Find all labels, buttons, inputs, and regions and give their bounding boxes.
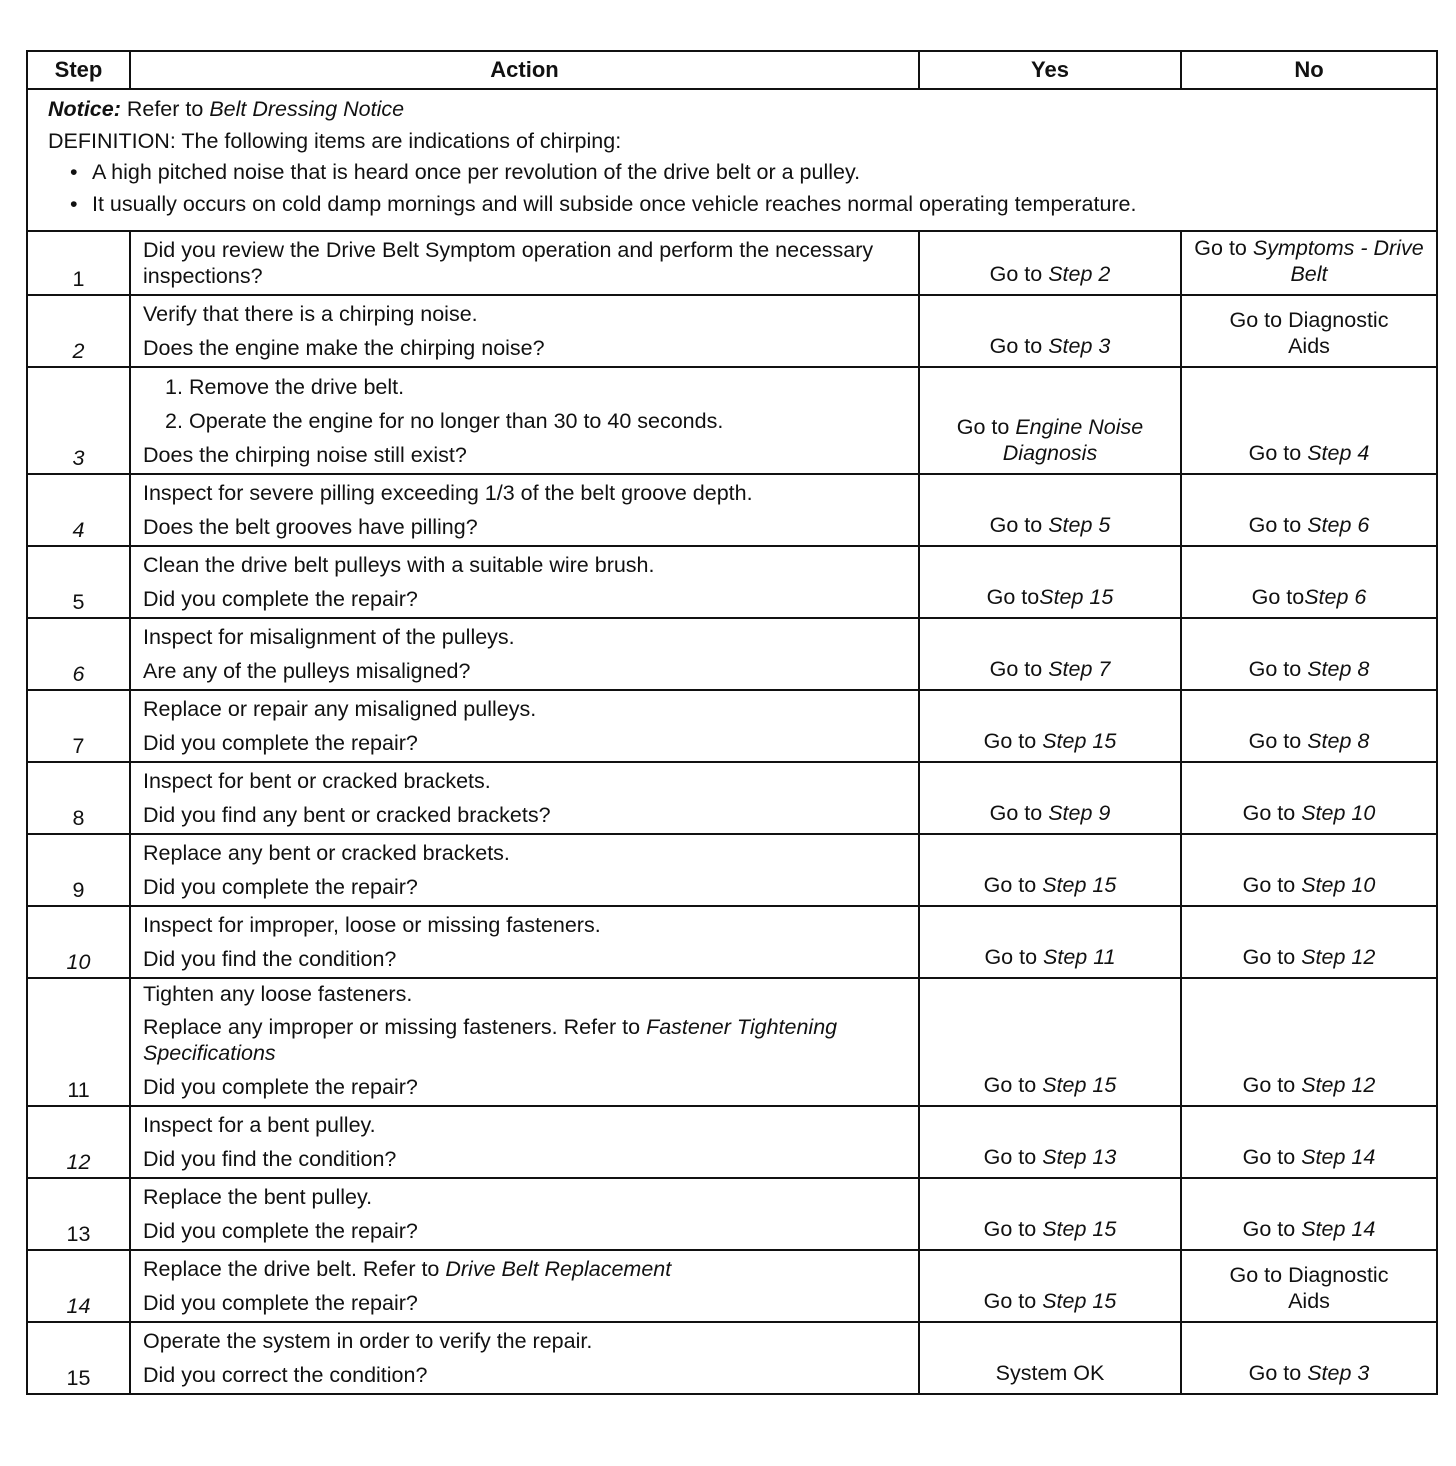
list-text: Remove the drive belt. xyxy=(189,375,405,400)
yes-step-ref: Step 11 xyxy=(1043,944,1116,969)
no-cell xyxy=(1181,618,1437,690)
yes-step-ref: Step 5 xyxy=(1048,512,1111,537)
no-step-ref: Step 8 xyxy=(1307,656,1370,681)
yes-cell xyxy=(919,474,1181,546)
step-number: 4 xyxy=(27,474,130,546)
yes-cell xyxy=(919,1178,1181,1250)
action-question: Did you find the condition? xyxy=(143,1146,397,1171)
no-cell xyxy=(1181,474,1437,546)
step-row-1 xyxy=(27,231,1437,295)
step-row-3 xyxy=(27,367,1437,474)
list-number: 1. xyxy=(165,375,183,400)
no-cell xyxy=(1181,546,1437,618)
step-action xyxy=(130,231,919,295)
list-item xyxy=(143,375,910,401)
no-prefix: Go to xyxy=(1194,236,1253,260)
yes-prefix: Go to xyxy=(983,1144,1043,1169)
no-prefix: Go to xyxy=(1242,872,1302,897)
no-step-ref: Step 6 xyxy=(1304,584,1367,609)
step-row-13 xyxy=(27,1178,1437,1250)
yes-prefix: Go to xyxy=(984,944,1044,969)
yes-prefix: Go to xyxy=(989,656,1049,681)
step-row-2 xyxy=(27,295,1437,367)
yes-cell xyxy=(919,546,1181,618)
no-step-ref: Step 8 xyxy=(1307,728,1370,753)
yes-step-ref: Step 15 xyxy=(1042,1072,1117,1097)
step-action xyxy=(130,834,919,906)
action-text: Replace or repair any misaligned pulleys. xyxy=(143,697,537,721)
step-number: 6 xyxy=(27,618,130,690)
step-action xyxy=(130,690,919,762)
yes-cell: System OK xyxy=(919,1322,1181,1394)
header-step: Step xyxy=(27,51,130,89)
notice-line xyxy=(48,97,1428,123)
yes-prefix: Go to xyxy=(983,1072,1043,1097)
step-number: 15 xyxy=(27,1322,130,1394)
action-text-prefix: Replace any improper or missing fasteners. Refer to xyxy=(143,1015,647,1040)
no-prefix: Go to xyxy=(1248,1360,1308,1385)
yes-cell xyxy=(919,906,1181,978)
action-question: Did you complete the repair? xyxy=(143,730,418,755)
step-row-4 xyxy=(27,474,1437,546)
step-row-10 xyxy=(27,906,1437,978)
no-cell xyxy=(1181,762,1437,834)
yes-prefix: Go to xyxy=(989,800,1049,825)
no-step-ref: Step 12 xyxy=(1301,944,1376,969)
action-text xyxy=(143,1257,910,1283)
no-prefix: Go to xyxy=(1248,656,1308,681)
no-prefix: Go to xyxy=(1242,800,1302,825)
step-number: 8 xyxy=(27,762,130,834)
yes-prefix: Go to xyxy=(989,261,1049,286)
no-step-ref: Step 12 xyxy=(1301,1072,1376,1097)
step-action xyxy=(130,474,919,546)
yes-cell xyxy=(919,618,1181,690)
no-cell xyxy=(1181,1178,1437,1250)
yes-cell xyxy=(919,762,1181,834)
no-prefix: Go to xyxy=(1242,1144,1302,1169)
yes-prefix: Go to xyxy=(983,1288,1043,1313)
step-number: 9 xyxy=(27,834,130,906)
no-step-ref: Step 10 xyxy=(1301,800,1376,825)
no-step-ref: Step 10 xyxy=(1301,872,1376,897)
step-action xyxy=(130,295,919,367)
action-text: Inspect for severe pilling exceeding 1/3 of the belt groove depth. xyxy=(143,481,753,505)
step-row-15 xyxy=(27,1322,1437,1394)
yes-step-ref: Step 13 xyxy=(1042,1144,1117,1169)
header-no: No xyxy=(1181,51,1437,89)
yes-prefix: Go to xyxy=(983,872,1043,897)
yes-cell xyxy=(919,978,1181,1106)
yes-prefix: Go to xyxy=(986,584,1040,609)
no-cell xyxy=(1181,231,1437,295)
action-question: Did you complete the repair? xyxy=(143,1290,418,1315)
action-text: Replace any bent or cracked brackets. xyxy=(143,841,510,865)
action-text: Clean the drive belt pulleys with a suitable wire brush. xyxy=(143,553,655,577)
yes-step-ref: Step 3 xyxy=(1048,333,1111,358)
no-cell xyxy=(1181,1106,1437,1178)
yes-cell xyxy=(919,231,1181,295)
list-text: Operate the engine for no longer than 30 to 40 seconds. xyxy=(189,409,724,433)
action-list xyxy=(143,375,910,435)
action-text-prefix: Replace the drive belt. Refer to xyxy=(143,1257,446,1282)
no-step-ref: Step 14 xyxy=(1301,1216,1376,1241)
no-cell xyxy=(1181,906,1437,978)
action-question: Did you complete the repair? xyxy=(143,1218,418,1243)
no-step-ref: Step 3 xyxy=(1307,1360,1370,1385)
header-row xyxy=(27,51,1437,89)
action-question: Does the chirping noise still exist? xyxy=(143,442,467,467)
yes-cell xyxy=(919,367,1181,474)
notice-cell xyxy=(27,89,1437,231)
notice-row xyxy=(27,89,1437,231)
step-number: 14 xyxy=(27,1250,130,1322)
action-text xyxy=(143,1015,910,1067)
action-text: Tighten any loose fasteners. xyxy=(143,981,413,1006)
bullet-text: A high pitched noise that is heard once per revolution of the drive belt or a pulley. xyxy=(92,160,861,185)
action-question: Does the engine make the chirping noise? xyxy=(143,335,545,360)
step-number: 2 xyxy=(27,295,130,367)
action-text: Inspect for a bent pulley. xyxy=(143,1113,376,1138)
no-cell xyxy=(1181,1322,1437,1394)
yes-cell xyxy=(919,690,1181,762)
no-step-ref: Symptoms - Drive Belt xyxy=(1252,236,1424,286)
action-question: Did you find any bent or cracked brackets? xyxy=(143,802,551,827)
step-number: 12 xyxy=(27,1106,130,1178)
yes-step-ref: Step 15 xyxy=(1042,728,1117,753)
action-question: Are any of the pulleys misaligned? xyxy=(143,658,471,683)
notice-link: Belt Dressing Notice xyxy=(209,96,405,121)
action-question: Did you complete the repair? xyxy=(143,1074,418,1099)
step-row-14 xyxy=(27,1250,1437,1322)
step-action xyxy=(130,762,919,834)
yes-prefix: Go to xyxy=(956,415,1016,439)
step-row-11 xyxy=(27,978,1437,1106)
yes-prefix: Go to xyxy=(989,512,1049,537)
action-text: Inspect for bent or cracked brackets. xyxy=(143,769,491,793)
action-question: Did you complete the repair? xyxy=(143,874,418,899)
step-number: 1 xyxy=(27,231,130,295)
action-reference: Fastener Tightening Specifications xyxy=(143,1015,838,1066)
no-cell xyxy=(1181,367,1437,474)
step-row-12 xyxy=(27,1106,1437,1178)
step-action xyxy=(130,906,919,978)
no-prefix: Go to xyxy=(1248,512,1308,537)
step-number: 13 xyxy=(27,1178,130,1250)
yes-step-ref: Step 15 xyxy=(1042,872,1117,897)
action-text: Did you review the Drive Belt Symptom operation and perform the necessary inspections? xyxy=(143,238,874,288)
step-row-7 xyxy=(27,690,1437,762)
action-question: Did you correct the condition? xyxy=(143,1362,428,1387)
action-text: Inspect for improper, loose or missing fasteners. xyxy=(143,913,601,937)
no-step-ref: Step 14 xyxy=(1301,1144,1376,1169)
header-action: Action xyxy=(130,51,919,89)
step-action xyxy=(130,1178,919,1250)
yes-prefix: Go to xyxy=(983,1216,1043,1241)
step-action xyxy=(130,1106,919,1178)
yes-prefix: Go to xyxy=(983,728,1043,753)
header-yes: Yes xyxy=(919,51,1181,89)
no-cell: Go to Diagnostic Aids xyxy=(1181,1250,1437,1322)
definition-bullet: • A high pitched noise that is heard once per revolution of the drive belt or a pulley. xyxy=(70,160,861,185)
notice-text: Refer to xyxy=(120,96,210,121)
step-number: 10 xyxy=(27,906,130,978)
no-prefix: Go to xyxy=(1248,440,1308,465)
no-cell: Go to Diagnostic Aids xyxy=(1181,295,1437,367)
yes-cell xyxy=(919,1250,1181,1322)
yes-step-ref: Step 15 xyxy=(1039,584,1114,609)
list-number: 2. xyxy=(165,409,183,433)
no-prefix: Go to xyxy=(1242,1216,1302,1241)
definition-bullet: • It usually occurs on cold damp mornings and will subside once vehicle reaches normal operating temperature. xyxy=(70,192,1137,217)
step-row-5 xyxy=(27,546,1437,618)
yes-step-ref: Step 9 xyxy=(1048,800,1111,825)
action-text: Operate the system in order to verify the repair. xyxy=(143,1329,593,1354)
no-cell xyxy=(1181,834,1437,906)
diagnostic-table xyxy=(26,50,1438,1395)
yes-prefix: Go to xyxy=(989,333,1049,358)
step-number: 5 xyxy=(27,546,130,618)
action-question: Did you complete the repair? xyxy=(143,586,418,611)
action-reference: Drive Belt Replacement xyxy=(445,1257,672,1282)
yes-step-ref: Step 15 xyxy=(1042,1288,1117,1313)
yes-cell xyxy=(919,834,1181,906)
step-number: 7 xyxy=(27,690,130,762)
bullet-text: It usually occurs on cold damp mornings and will subside once vehicle reaches normal operating temperature. xyxy=(92,192,1137,217)
step-action xyxy=(130,367,919,474)
step-action xyxy=(130,618,919,690)
yes-step-ref: Step 2 xyxy=(1048,261,1111,286)
action-text: Verify that there is a chirping noise. xyxy=(143,302,478,326)
action-text: Inspect for misalignment of the pulleys. xyxy=(143,625,515,649)
yes-cell xyxy=(919,1106,1181,1178)
step-action xyxy=(130,1322,919,1394)
step-row-6 xyxy=(27,618,1437,690)
action-question: Does the belt grooves have pilling? xyxy=(143,514,478,539)
action-question: Did you find the condition? xyxy=(143,946,397,971)
yes-step-ref: Step 15 xyxy=(1042,1216,1117,1241)
list-item xyxy=(143,409,910,435)
definition-text: DEFINITION: The following items are indications of chirping: xyxy=(48,128,622,153)
no-prefix: Go to xyxy=(1251,584,1305,609)
step-action xyxy=(130,1250,919,1322)
no-step-ref: Step 6 xyxy=(1307,512,1370,537)
no-cell xyxy=(1181,690,1437,762)
step-row-9 xyxy=(27,834,1437,906)
step-number: 11 xyxy=(27,978,130,1106)
no-prefix: Go to xyxy=(1248,728,1308,753)
no-prefix: Go to xyxy=(1242,1072,1302,1097)
notice-label: Notice: xyxy=(48,96,121,121)
step-row-8 xyxy=(27,762,1437,834)
step-action xyxy=(130,546,919,618)
action-text: Replace the bent pulley. xyxy=(143,1185,373,1210)
step-action xyxy=(130,978,919,1106)
step-number: 3 xyxy=(27,367,130,474)
yes-step-ref: Step 7 xyxy=(1048,656,1111,681)
yes-step-ref: Engine Noise Diagnosis xyxy=(1002,415,1144,465)
yes-cell xyxy=(919,295,1181,367)
no-cell xyxy=(1181,978,1437,1106)
no-prefix: Go to xyxy=(1242,944,1302,969)
no-step-ref: Step 4 xyxy=(1307,440,1370,465)
